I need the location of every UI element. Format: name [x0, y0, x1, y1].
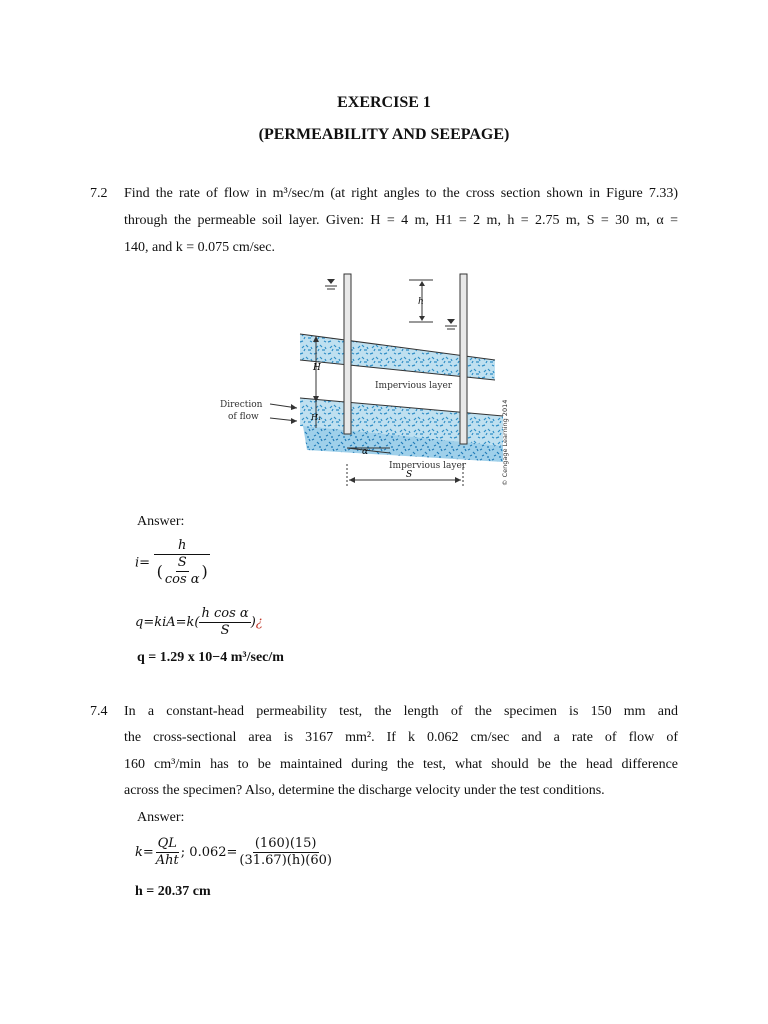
eq-i-numerator: h [154, 538, 210, 555]
equation-gradient: i= h ( $\frac{S}{\text{cos α}}$ ) [135, 538, 210, 588]
standpipe-left [344, 274, 351, 434]
eq-k-denominator-2: (31.67)(h)(60) [239, 853, 332, 868]
exercise-subtitle: (PERMEABILITY AND SEEPAGE) [258, 126, 510, 143]
eq-i-lhs: i= [135, 555, 151, 571]
eq-k-mid: ; 0.062= [180, 845, 238, 860]
eq-q-rhs: ) [250, 615, 256, 630]
problem-7-4-line-2: the cross-sectional area is 3167 mm². If k 0.062 cm/sec and a rate of flow of [124, 730, 678, 745]
eq-q-trail: ¿ [255, 615, 263, 630]
eq-q-denominator: S [220, 623, 230, 638]
eq-q-lhs: q=kiA=k( [135, 615, 200, 630]
figure-7-33 [215, 268, 525, 496]
water-level-right-icon [445, 319, 457, 329]
problem-7-2-line-3: 140, and k = 0.075 cm/sec. [124, 240, 275, 255]
label-H: H [313, 363, 321, 373]
problem-number-7-4: 7.4 [90, 704, 108, 719]
result-7-2: q = 1.29 x 10−4 m³/sec/m [137, 650, 284, 665]
eq-k-lhs: k= [135, 845, 154, 860]
figure-copyright: © Cengage Learning 2014 [501, 399, 509, 486]
label-S: S [406, 470, 413, 480]
label-of-flow: of flow [228, 412, 259, 422]
result-7-4: h = 20.37 cm [135, 884, 211, 899]
eq-q-numerator: h cos α [201, 606, 249, 621]
problem-7-4-line-4: across the specimen? Also, determine the discharge velocity under the test conditions. [124, 783, 605, 798]
eq-i-den-num: S [177, 555, 187, 570]
eq-k-numerator: QL [157, 836, 177, 851]
problem-7-2-line-2: through the permeable soil layer. Given: H = 4 m, H1 = 2 m, h = 2.75 m, S = 30 m, α = [124, 213, 678, 228]
label-impervious-top: Impervious layer [375, 381, 453, 391]
problem-7-4-line-1: In a constant-head permeability test, the length of the specimen is 150 mm and [124, 704, 678, 719]
label-alpha: α [362, 447, 369, 457]
problem-7-4-line-3: 160 cm³/min has to be maintained during the test, what should be the head difference [124, 757, 678, 772]
equation-constant-head [135, 836, 334, 869]
label-direction: Direction [220, 400, 263, 410]
label-h: h [418, 297, 424, 307]
label-impervious-bottom: Impervious layer [389, 461, 467, 471]
equation-flow [135, 606, 263, 639]
exercise-title: EXERCISE 1 [337, 94, 431, 111]
water-level-left-icon [325, 279, 337, 289]
problem-7-2-line-1: Find the rate of flow in m³/sec/m (at right angles to the cross section shown in Figure 7.33) [124, 186, 678, 201]
problem-number-7-2: 7.2 [90, 186, 108, 201]
eq-k-denominator: Aht [155, 853, 179, 868]
standpipe-right [460, 274, 467, 444]
eq-i-den-den: cos α [164, 572, 200, 587]
answer-label-7-2: Answer: [137, 514, 185, 529]
eq-k-numerator-2: (160)(15) [254, 836, 317, 851]
label-H1: H₁ [311, 413, 322, 422]
answer-label-7-4: Answer: [137, 810, 185, 825]
